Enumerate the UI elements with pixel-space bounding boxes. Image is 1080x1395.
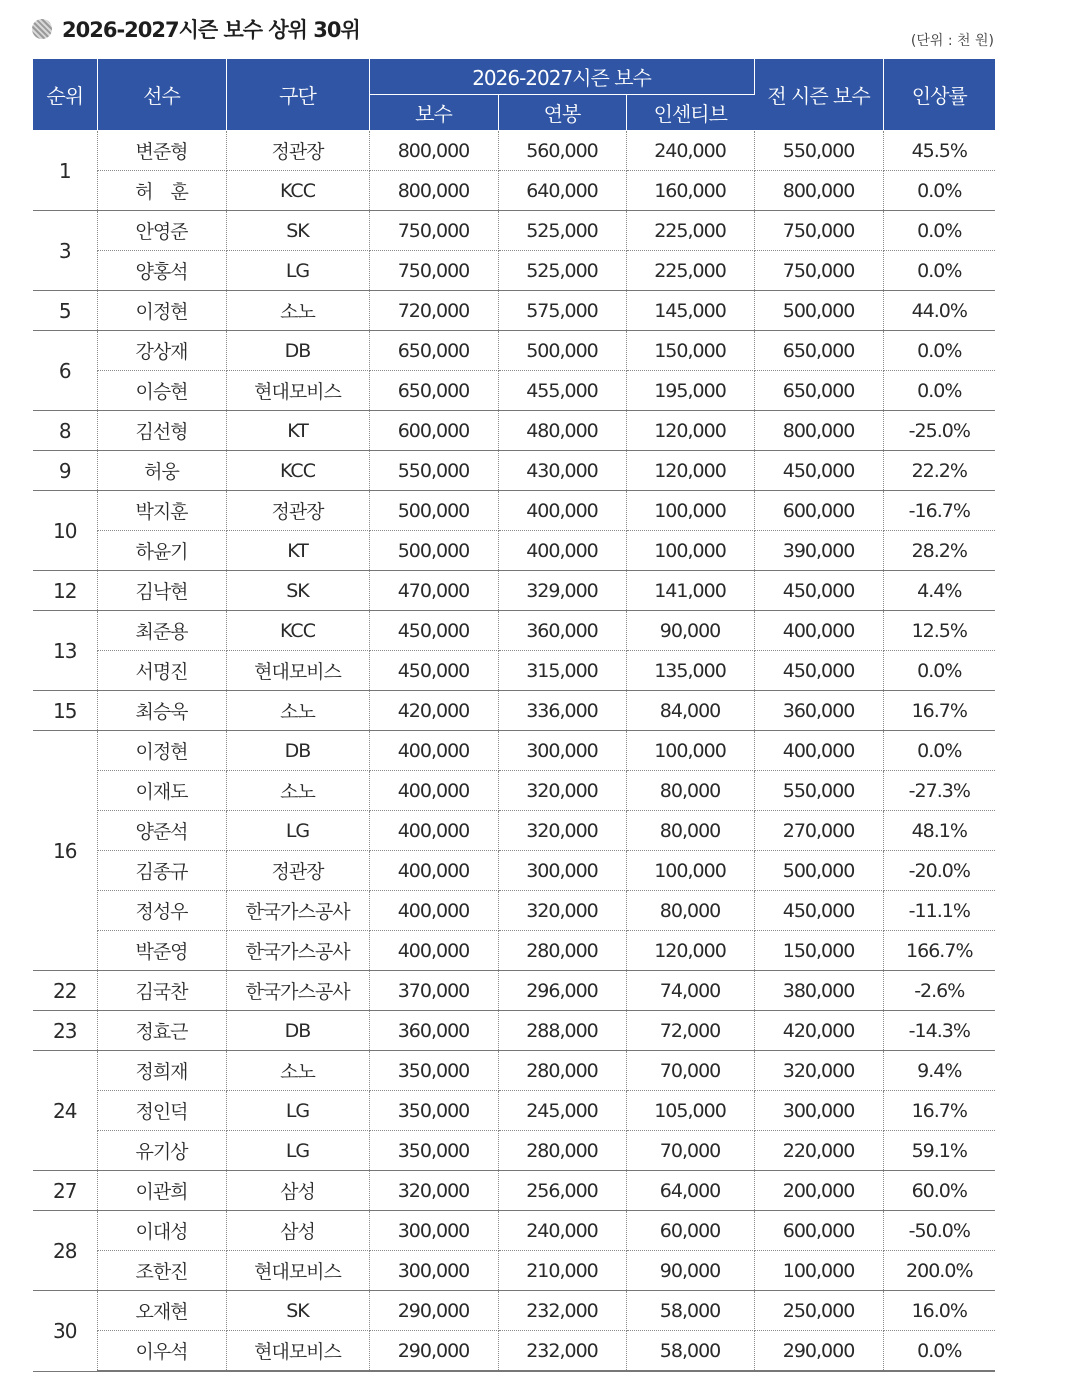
raise-rate-cell: 0.0% [883,251,995,291]
player-cell: 이우석 [97,1331,226,1372]
pay-cell: 450,000 [369,651,498,691]
prev-season-cell: 800,000 [754,411,883,451]
incentive-cell: 80,000 [626,811,754,851]
team-cell: KT [226,411,369,451]
prev-season-cell: 400,000 [754,731,883,771]
raise-rate-cell: -14.3% [883,1011,995,1051]
team-cell: 정관장 [226,851,369,891]
player-cell: 이승현 [97,371,226,411]
raise-rate-cell: -50.0% [883,1211,995,1251]
team-cell: 소노 [226,771,369,811]
salary-cell: 320,000 [498,771,626,811]
pay-cell: 470,000 [369,571,498,611]
team-cell: 한국가스공사 [226,931,369,971]
ball-icon [32,19,52,39]
table-row [33,611,995,651]
raise-rate-cell: 22.2% [883,451,995,491]
incentive-cell: 105,000 [626,1091,754,1131]
incentive-cell: 58,000 [626,1291,754,1331]
raise-rate-cell: 166.7% [883,931,995,971]
pay-cell: 320,000 [369,1171,498,1211]
raise-rate-cell: 44.0% [883,291,995,331]
raise-rate-cell: 59.1% [883,1131,995,1171]
table-row [33,1291,995,1331]
player-cell: 이관희 [97,1171,226,1211]
table-row [33,651,995,691]
pay-cell: 800,000 [369,131,498,171]
pay-cell: 720,000 [369,291,498,331]
incentive-cell: 225,000 [626,251,754,291]
table-row [33,291,995,331]
prev-season-cell: 360,000 [754,691,883,731]
raise-rate-cell: -20.0% [883,851,995,891]
team-cell: SK [226,211,369,251]
player-cell: 김국찬 [97,971,226,1011]
unit-note: (단위 : 천 원) [910,33,994,49]
salary-cell: 280,000 [498,1131,626,1171]
pay-cell: 400,000 [369,891,498,931]
player-cell: 양홍석 [97,251,226,291]
raise-rate-cell: 48.1% [883,811,995,851]
player-cell: 김종규 [97,851,226,891]
team-cell: 현대모비스 [226,1251,369,1291]
incentive-cell: 120,000 [626,411,754,451]
team-cell: 한국가스공사 [226,971,369,1011]
prev-season-cell: 320,000 [754,1051,883,1091]
rank-cell: 30 [33,1291,97,1372]
pay-cell: 500,000 [369,491,498,531]
pay-cell: 750,000 [369,211,498,251]
incentive-cell: 100,000 [626,731,754,771]
team-cell: 소노 [226,691,369,731]
incentive-cell: 145,000 [626,291,754,331]
salary-cell: 240,000 [498,1211,626,1251]
team-cell: KCC [226,171,369,211]
player-cell: 이정현 [97,731,226,771]
player-cell: 유기상 [97,1131,226,1171]
incentive-cell: 120,000 [626,451,754,491]
salary-cell: 232,000 [498,1291,626,1331]
team-cell: KT [226,531,369,571]
table-body [33,131,995,1372]
prev-season-cell: 450,000 [754,891,883,931]
table-row [33,691,995,731]
incentive-cell: 90,000 [626,1251,754,1291]
prev-season-cell: 420,000 [754,1011,883,1051]
pay-cell: 400,000 [369,771,498,811]
rank-cell: 5 [33,291,97,331]
player-cell: 안영준 [97,211,226,251]
header-incentive: 인센티브 [626,95,754,131]
player-cell: 조한진 [97,1251,226,1291]
player-cell: 오재현 [97,1291,226,1331]
team-cell: 삼성 [226,1171,369,1211]
raise-rate-cell: 16.0% [883,1291,995,1331]
raise-rate-cell: 200.0% [883,1251,995,1291]
team-cell: KCC [226,451,369,491]
team-cell: 정관장 [226,491,369,531]
salary-cell: 232,000 [498,1331,626,1372]
player-cell: 최승욱 [97,691,226,731]
pay-cell: 600,000 [369,411,498,451]
raise-rate-cell: 0.0% [883,331,995,371]
team-cell: 한국가스공사 [226,891,369,931]
table-row [33,1251,995,1291]
prev-season-cell: 300,000 [754,1091,883,1131]
incentive-cell: 72,000 [626,1011,754,1051]
rank-cell: 22 [33,971,97,1011]
salary-cell: 525,000 [498,251,626,291]
incentive-cell: 84,000 [626,691,754,731]
prev-season-cell: 400,000 [754,611,883,651]
table-row [33,971,995,1011]
table-row [33,1091,995,1131]
salary-cell: 245,000 [498,1091,626,1131]
salary-cell: 300,000 [498,731,626,771]
raise-rate-cell: -11.1% [883,891,995,931]
table-row [33,1211,995,1251]
table-row [33,571,995,611]
header-prev-season: 전 시즌 보수 [754,59,883,131]
incentive-cell: 90,000 [626,611,754,651]
prev-season-cell: 650,000 [754,331,883,371]
salary-cell: 280,000 [498,1051,626,1091]
salary-cell: 575,000 [498,291,626,331]
table-row [33,331,995,371]
prev-season-cell: 750,000 [754,251,883,291]
prev-season-cell: 450,000 [754,651,883,691]
pay-cell: 450,000 [369,611,498,651]
team-cell: LG [226,811,369,851]
table-row [33,1011,995,1051]
raise-rate-cell: 9.4% [883,1051,995,1091]
prev-season-cell: 750,000 [754,211,883,251]
table-row [33,251,995,291]
team-cell: DB [226,1011,369,1051]
rank-cell: 10 [33,491,97,571]
team-cell: 소노 [226,1051,369,1091]
table-row [33,891,995,931]
incentive-cell: 70,000 [626,1051,754,1091]
prev-season-cell: 100,000 [754,1251,883,1291]
raise-rate-cell: 16.7% [883,1091,995,1131]
prev-season-cell: 600,000 [754,1211,883,1251]
raise-rate-cell: -27.3% [883,771,995,811]
incentive-cell: 80,000 [626,771,754,811]
pay-cell: 290,000 [369,1331,498,1372]
incentive-cell: 74,000 [626,971,754,1011]
incentive-cell: 120,000 [626,931,754,971]
incentive-cell: 80,000 [626,891,754,931]
player-cell: 허 훈 [97,171,226,211]
team-cell: 현대모비스 [226,1331,369,1372]
salary-cell: 560,000 [498,131,626,171]
page-title: 2026-2027시즌 보수 상위 30위 [62,18,360,42]
rank-cell: 15 [33,691,97,731]
incentive-cell: 100,000 [626,851,754,891]
rank-cell: 13 [33,611,97,691]
player-cell: 강상재 [97,331,226,371]
salary-cell: 480,000 [498,411,626,451]
player-cell: 양준석 [97,811,226,851]
table-row [33,731,995,771]
pay-cell: 360,000 [369,1011,498,1051]
prev-season-cell: 150,000 [754,931,883,971]
incentive-cell: 225,000 [626,211,754,251]
prev-season-cell: 600,000 [754,491,883,531]
prev-season-cell: 250,000 [754,1291,883,1331]
prev-season-cell: 380,000 [754,971,883,1011]
table-row [33,211,995,251]
incentive-cell: 141,000 [626,571,754,611]
rank-cell: 12 [33,571,97,611]
player-cell: 정희재 [97,1051,226,1091]
pay-cell: 750,000 [369,251,498,291]
header-salary: 연봉 [498,95,626,131]
prev-season-cell: 550,000 [754,131,883,171]
incentive-cell: 135,000 [626,651,754,691]
player-cell: 정효근 [97,1011,226,1051]
table-row [33,451,995,491]
raise-rate-cell: -2.6% [883,971,995,1011]
raise-rate-cell: 4.4% [883,571,995,611]
salary-table [33,59,995,1372]
team-cell: SK [226,1291,369,1331]
rank-cell: 8 [33,411,97,451]
rank-cell: 23 [33,1011,97,1051]
pay-cell: 350,000 [369,1091,498,1131]
table-row [33,171,995,211]
player-cell: 최준용 [97,611,226,651]
player-cell: 박준영 [97,931,226,971]
table-row [33,1051,995,1091]
team-cell: DB [226,731,369,771]
prev-season-cell: 500,000 [754,851,883,891]
team-cell: KCC [226,611,369,651]
salary-cell: 315,000 [498,651,626,691]
prev-season-cell: 200,000 [754,1171,883,1211]
pay-cell: 370,000 [369,971,498,1011]
pay-cell: 550,000 [369,451,498,491]
table-row [33,371,995,411]
rank-cell: 9 [33,451,97,491]
prev-season-cell: 550,000 [754,771,883,811]
header-rank: 순위 [33,59,97,131]
rank-cell: 24 [33,1051,97,1171]
pay-cell: 350,000 [369,1131,498,1171]
team-cell: LG [226,1091,369,1131]
table-row [33,491,995,531]
player-cell: 박지훈 [97,491,226,531]
salary-cell: 256,000 [498,1171,626,1211]
title-row [32,14,360,44]
header-pay: 보수 [369,95,498,131]
raise-rate-cell: 28.2% [883,531,995,571]
salary-cell: 640,000 [498,171,626,211]
player-cell: 이재도 [97,771,226,811]
salary-cell: 336,000 [498,691,626,731]
salary-cell: 329,000 [498,571,626,611]
team-cell: 삼성 [226,1211,369,1251]
player-cell: 서명진 [97,651,226,691]
prev-season-cell: 450,000 [754,571,883,611]
pay-cell: 420,000 [369,691,498,731]
pay-cell: 650,000 [369,331,498,371]
team-cell: 정관장 [226,131,369,171]
prev-season-cell: 220,000 [754,1131,883,1171]
salary-cell: 500,000 [498,331,626,371]
raise-rate-cell: -16.7% [883,491,995,531]
table-row [33,411,995,451]
pay-cell: 500,000 [369,531,498,571]
prev-season-cell: 390,000 [754,531,883,571]
team-cell: 현대모비스 [226,651,369,691]
incentive-cell: 64,000 [626,1171,754,1211]
rank-cell: 6 [33,331,97,411]
team-cell: LG [226,1131,369,1171]
raise-rate-cell: 0.0% [883,651,995,691]
player-cell: 허웅 [97,451,226,491]
pay-cell: 300,000 [369,1251,498,1291]
pay-cell: 290,000 [369,1291,498,1331]
salary-cell: 320,000 [498,891,626,931]
incentive-cell: 100,000 [626,531,754,571]
raise-rate-cell: 12.5% [883,611,995,651]
incentive-cell: 100,000 [626,491,754,531]
pay-cell: 400,000 [369,731,498,771]
table-row [33,1171,995,1211]
prev-season-cell: 450,000 [754,451,883,491]
table-row [33,1331,995,1372]
player-cell: 이대성 [97,1211,226,1251]
rank-cell: 27 [33,1171,97,1211]
salary-cell: 455,000 [498,371,626,411]
prev-season-cell: 270,000 [754,811,883,851]
prev-season-cell: 290,000 [754,1331,883,1372]
rank-cell: 16 [33,731,97,971]
incentive-cell: 240,000 [626,131,754,171]
rank-cell: 1 [33,131,97,211]
pay-cell: 350,000 [369,1051,498,1091]
player-cell: 정성우 [97,891,226,931]
raise-rate-cell: 0.0% [883,171,995,211]
salary-cell: 525,000 [498,211,626,251]
table-row [33,811,995,851]
pay-cell: 400,000 [369,851,498,891]
table-row [33,1131,995,1171]
incentive-cell: 195,000 [626,371,754,411]
incentive-cell: 58,000 [626,1331,754,1372]
table-row [33,851,995,891]
raise-rate-cell: 0.0% [883,211,995,251]
raise-rate-cell: -25.0% [883,411,995,451]
salary-cell: 320,000 [498,811,626,851]
table-row [33,531,995,571]
table-row [33,931,995,971]
pay-cell: 400,000 [369,811,498,851]
pay-cell: 800,000 [369,171,498,211]
salary-cell: 296,000 [498,971,626,1011]
player-cell: 김선형 [97,411,226,451]
raise-rate-cell: 45.5% [883,131,995,171]
header-raise-rate: 인상률 [883,59,995,131]
prev-season-cell: 500,000 [754,291,883,331]
player-cell: 하윤기 [97,531,226,571]
incentive-cell: 160,000 [626,171,754,211]
team-cell: 소노 [226,291,369,331]
prev-season-cell: 800,000 [754,171,883,211]
incentive-cell: 150,000 [626,331,754,371]
salary-cell: 280,000 [498,931,626,971]
player-cell: 이정현 [97,291,226,331]
salary-cell: 400,000 [498,531,626,571]
salary-cell: 430,000 [498,451,626,491]
raise-rate-cell: 60.0% [883,1171,995,1211]
incentive-cell: 60,000 [626,1211,754,1251]
incentive-cell: 70,000 [626,1131,754,1171]
salary-cell: 400,000 [498,491,626,531]
pay-cell: 650,000 [369,371,498,411]
raise-rate-cell: 16.7% [883,691,995,731]
team-cell: LG [226,251,369,291]
team-cell: SK [226,571,369,611]
pay-cell: 400,000 [369,931,498,971]
header-season-group: 2026-2027시즌 보수 [369,59,754,95]
salary-cell: 288,000 [498,1011,626,1051]
table-row [33,131,995,171]
header-player: 선수 [97,59,226,131]
pay-cell: 300,000 [369,1211,498,1251]
raise-rate-cell: 0.0% [883,371,995,411]
player-cell: 정인덕 [97,1091,226,1131]
raise-rate-cell: 0.0% [883,1331,995,1372]
prev-season-cell: 650,000 [754,371,883,411]
salary-cell: 360,000 [498,611,626,651]
rank-cell: 28 [33,1211,97,1291]
salary-cell: 210,000 [498,1251,626,1291]
team-cell: DB [226,331,369,371]
raise-rate-cell: 0.0% [883,731,995,771]
table-row [33,771,995,811]
rank-cell: 3 [33,211,97,291]
salary-cell: 300,000 [498,851,626,891]
player-cell: 변준형 [97,131,226,171]
header-team: 구단 [226,59,369,131]
team-cell: 현대모비스 [226,371,369,411]
player-cell: 김낙현 [97,571,226,611]
